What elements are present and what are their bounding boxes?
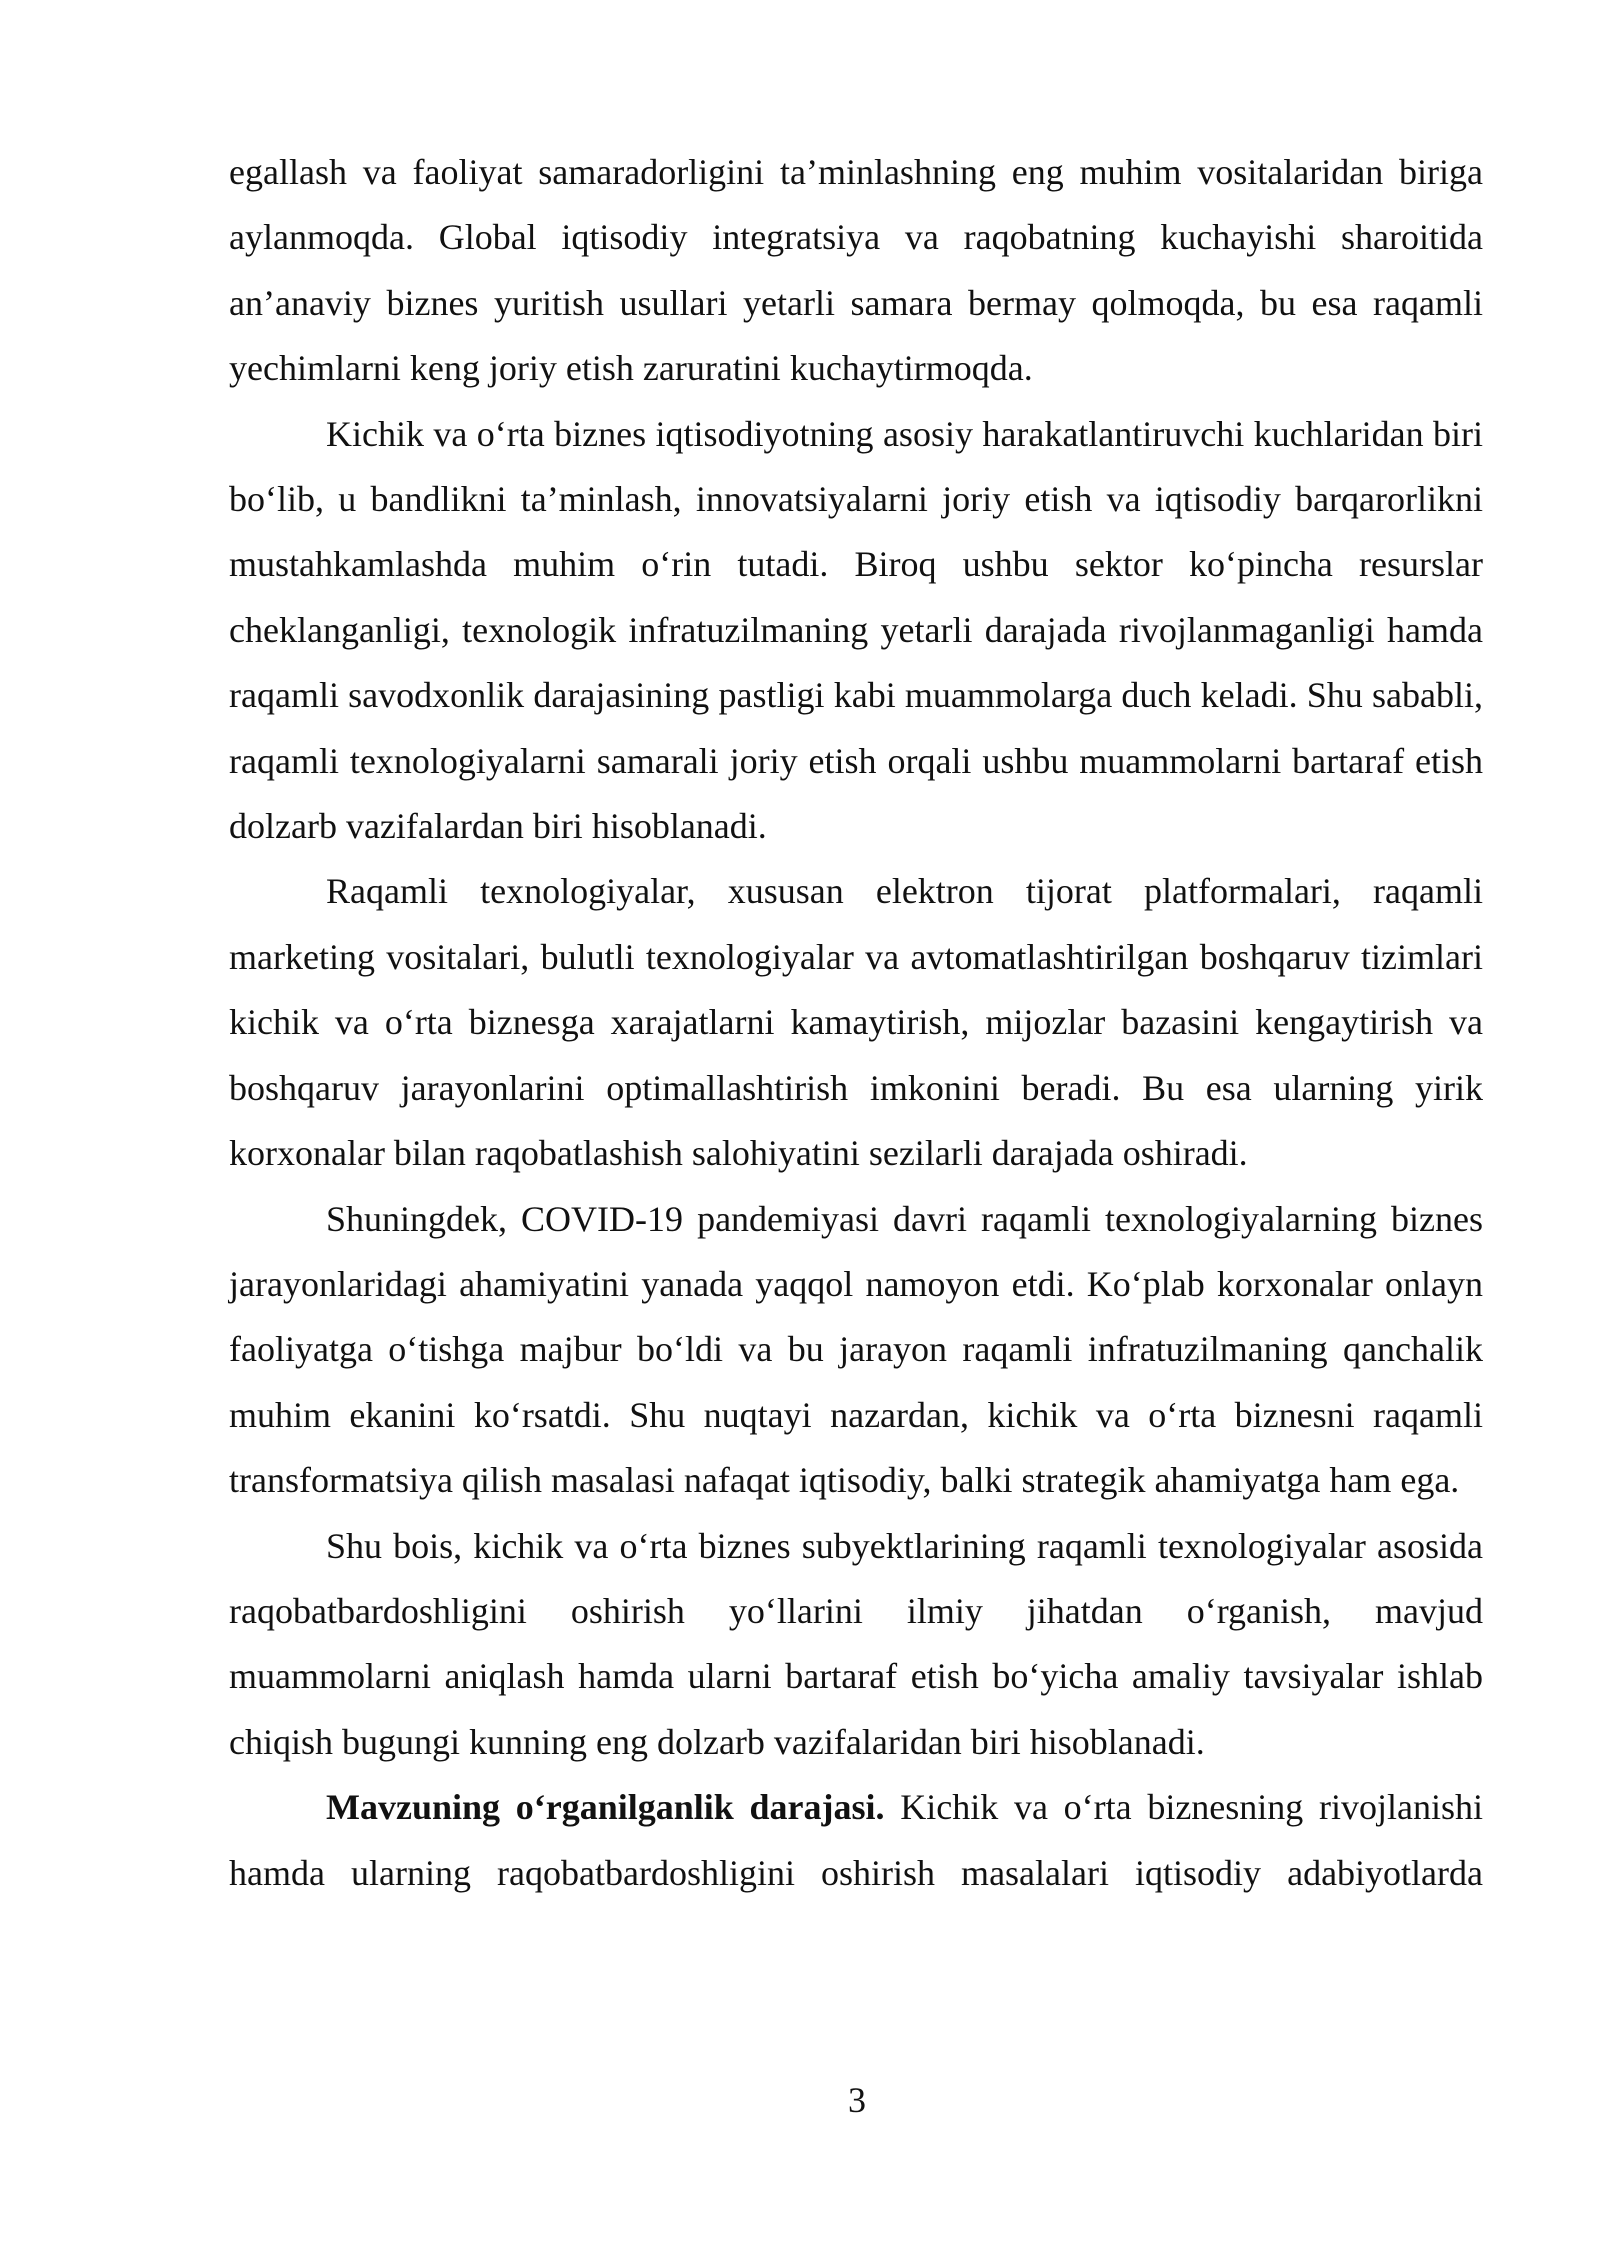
paragraph-digital-technologies: Raqamli texnologiyalar, xususan elektron tijorat platformalari, raqamli marketing vositalari, bulutli texnologiyalar va avtomatlashtirilgan boshqaruv tizimlari kichik va o‘rta biznesga xarajatlarni kamaytirish, mijozlar bazasini kengaytirish va boshqaruv jarayonlarini optimallashtirish imkonini beradi. Bu esa ularning yirik korxonalar bilan raqobatlashish salohiyatini sezilarli darajada oshiradi. — [229, 871, 1483, 1174]
paragraph-research-need: Shu bois, kichik va o‘rta biznes subyektlarining raqamli texnologiyalar asosida raqobatbardoshligini oshirish yo‘llarini ilmiy jihatdan o‘rganish, mavjud muammolarni aniqlash hamda ularni bartaraf etish bo‘yicha amaliy tavsiyalar ishlab chiqish bugungi kunning eng dolzarb vazifalaridan biri hisoblanadi. — [229, 1525, 1483, 1762]
paragraph-small-business-role: Kichik va o‘rta biznes iqtisodiyotning asosiy harakatlantiruvchi kuchlaridan biri bo‘lib, u bandlikni ta’minlash, innovatsiyalarni joriy etish va iqtisodiy barqarorlikni mustahkamlashda muhim o‘rin tutadi. Biroq ushbu sektor ko‘pincha resurslar cheklanganligi, texnologik infratuzilmaning yetarli darajada rivojlanmaganligi hamda raqamli savodxonlik darajasining pastligi kabi muammolarga duch keladi. Shu sababli, raqamli texnologiyalarni samarali joriy etish orqali ushbu muammolarni bartaraf etish dolzarb vazifalardan biri hisoblanadi. — [229, 413, 1483, 847]
document-page — [229, 140, 1483, 1906]
paragraph-study-level — [229, 1775, 1483, 1906]
paragraph-study-level-text: Kichik va o‘rta biznesning rivojlanishi hamda ularning raqobatbardoshligini oshirish masalalari iqtisodiy adabiyotlarda — [229, 1787, 1484, 1893]
section-heading-inline: Mavzuning o‘rganilganlik darajasi. — [326, 1787, 885, 1828]
paragraph-covid-pandemic: Shuningdek, COVID-19 pandemiyasi davri raqamli texnologiyalarning biznes jarayonlaridagi ahamiyatini yanada yaqqol namoyon etdi. Ko‘plab korxonalar onlayn faoliyatga o‘tishga majbur bo‘ldi va bu jarayon raqamli infratuzilmaning qanchalik muhim ekanini ko‘rsatdi. Shu nuqtayi nazardan, kichik va o‘rta biznesni raqamli transformatsiya qilish masalasi nafaqat iqtisodiy, balki strategik ahamiyatga ham ega. — [229, 1198, 1483, 1501]
paragraph-continuation: egallash va faoliyat samaradorligini ta’minlashning eng muhim vositalaridan biriga aylanmoqda. Global iqtisodiy integratsiya va raqobatning kuchayishi sharoitida an’anaviy biznes yuritish usullari yetarli samara bermay qolmoqda, bu esa raqamli yechimlarni keng joriy etish zaruratini kuchaytirmoqda. — [229, 152, 1483, 389]
page-number: 3 — [848, 2080, 866, 2120]
